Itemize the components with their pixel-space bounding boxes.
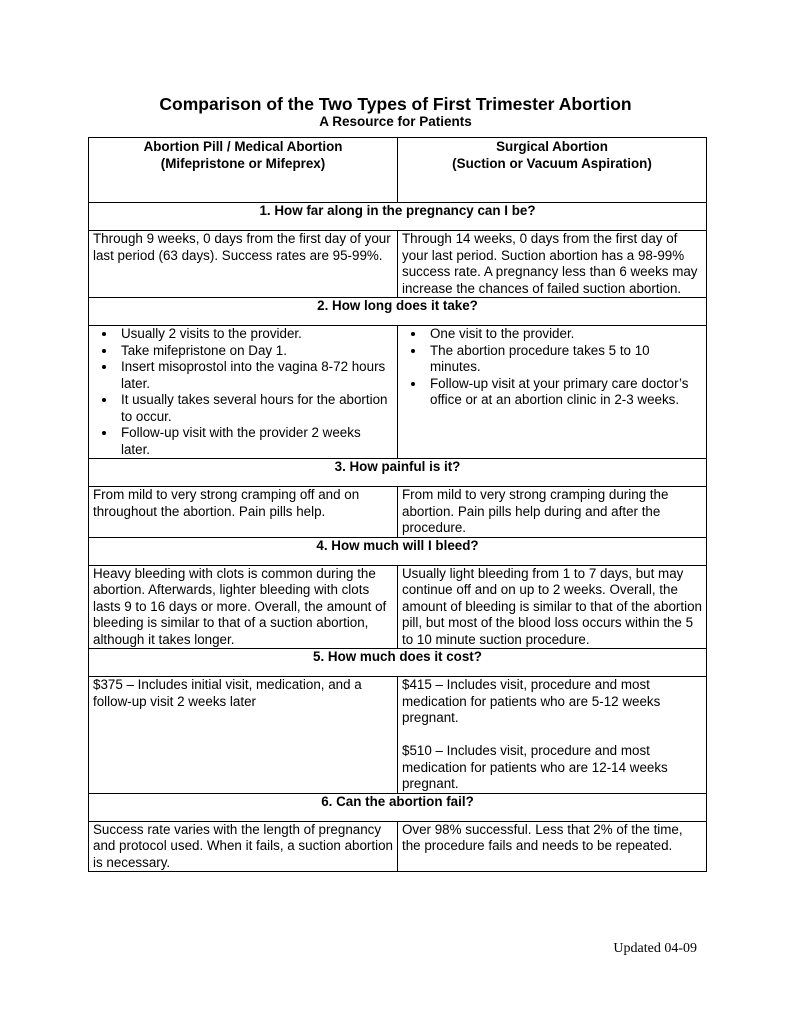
list-item: • One visit to the provider. — [426, 326, 702, 343]
list-item: • It usually takes several hours for the abortion to occur. — [117, 392, 393, 425]
question-heading: 4. How much will I bleed? — [89, 537, 707, 565]
question-heading: 5. How much does it cost? — [89, 649, 707, 677]
question-row — [89, 459, 707, 487]
question-row — [89, 793, 707, 821]
document-title: Comparison of the Two Types of First Trimester Abortion — [159, 94, 632, 114]
column-header-medical — [89, 138, 398, 203]
column-header-surgical-subtitle: (Suction or Vacuum Aspiration) — [452, 156, 652, 171]
surgical-answer: Through 14 weeks, 0 days from the first day of your last period. Suction abortion has a 98-99% success rate. A pregnancy less than 6 weeks may increase the chances of failed suction abortion. — [398, 231, 707, 298]
answer-row — [89, 231, 707, 298]
question-row — [89, 203, 707, 231]
medical-answer: $375 – Includes initial visit, medication, and a follow-up visit 2 weeks later — [89, 677, 398, 794]
medical-answer: Success rate varies with the length of pregnancy and protocol used. When it fails, a suction abortion is necessary. — [89, 821, 398, 872]
price-paragraph: $415 – Includes visit, procedure and most medication for patients who are 5-12 weeks pregnant. — [402, 677, 661, 725]
question-row — [89, 649, 707, 677]
updated-date: Updated 04-09 — [613, 941, 697, 956]
medical-answer: From mild to very strong cramping off and on throughout the abortion. Pain pills help. — [89, 487, 398, 538]
medical-steps-list — [93, 326, 393, 458]
medical-answer — [89, 326, 398, 459]
column-header-medical-subtitle: (Mifepristone or Mifeprex) — [160, 156, 326, 171]
surgical-answer: Over 98% successful. Less that 2% of the time, the procedure fails and needs to be repeated. — [398, 821, 707, 872]
list-item: • Usually 2 visits to the provider. — [117, 326, 393, 343]
column-header-surgical — [398, 138, 707, 203]
question-heading: 1. How far along in the pregnancy can I be? — [89, 203, 707, 231]
price-paragraph: $510 – Includes visit, procedure and most medication for patients who are 12-14 weeks pregnant. — [402, 743, 668, 791]
column-header-row — [89, 138, 707, 203]
surgical-answer: Usually light bleeding from 1 to 7 days, but may continue off and on up to 2 weeks. Overall, the amount of bleeding is similar to that of the abortion pill, but most of the blood loss occurs within the 5 to 10 minute suction procedure. — [398, 565, 707, 649]
list-item: • Follow-up visit with the provider 2 weeks later. — [117, 425, 393, 458]
column-header-surgical-title: Surgical Abortion — [496, 139, 608, 154]
question-row — [89, 298, 707, 326]
surgical-steps-list — [402, 326, 702, 409]
surgical-answer — [398, 326, 707, 459]
answer-row — [89, 677, 707, 794]
column-header-medical-title: Abortion Pill / Medical Abortion — [143, 139, 343, 154]
surgical-answer — [398, 677, 707, 794]
answer-row — [89, 487, 707, 538]
list-item: • Follow-up visit at your primary care doctor’s office or at an abortion clinic in 2-3 weeks. — [426, 376, 702, 409]
answer-row — [89, 565, 707, 649]
surgical-answer: From mild to very strong cramping during the abortion. Pain pills help during and after the procedure. — [398, 487, 707, 538]
list-item: • Insert misoprostol into the vagina 8-72 hours later. — [117, 359, 393, 392]
medical-answer: Heavy bleeding with clots is common during the abortion. Afterwards, lighter bleeding with clots lasts 9 to 16 days or more. Overall, the amount of bleeding is similar to that of a suction abortion, although it takes longer. — [89, 565, 398, 649]
question-heading: 3. How painful is it? — [89, 459, 707, 487]
question-heading: 2. How long does it take? — [89, 298, 707, 326]
question-heading: 6. Can the abortion fail? — [89, 793, 707, 821]
list-item: • Take mifepristone on Day 1. — [117, 343, 393, 360]
medical-answer: Through 9 weeks, 0 days from the first day of your last period (63 days). Success rates are 95-99%. — [89, 231, 398, 298]
answer-row — [89, 821, 707, 872]
document-subtitle: A Resource for Patients — [319, 114, 472, 129]
answer-row — [89, 326, 707, 459]
question-row — [89, 537, 707, 565]
list-item: • The abortion procedure takes 5 to 10 minutes. — [426, 343, 702, 376]
comparison-table — [88, 137, 707, 872]
